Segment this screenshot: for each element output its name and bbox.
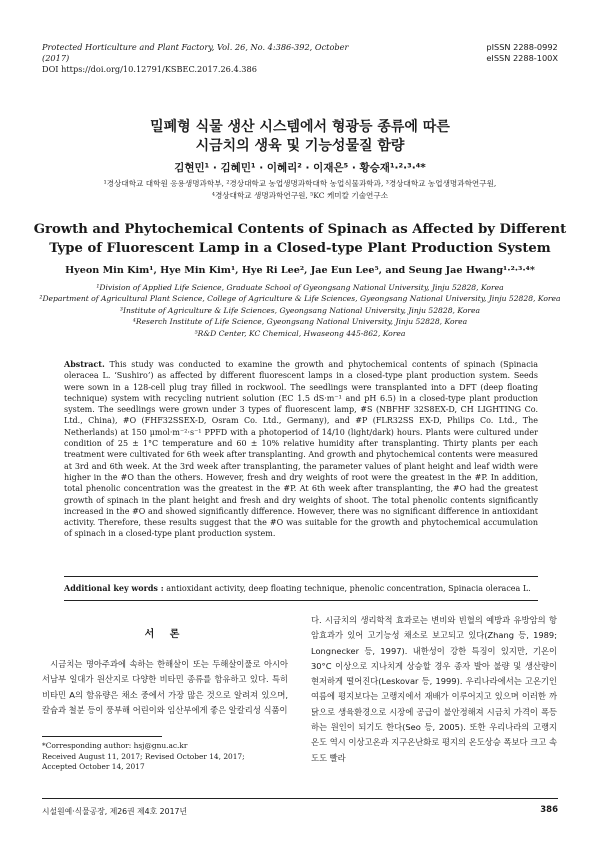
body-right-column: [311, 613, 557, 766]
received-dates: Received August 11, 2017; Revised October 14, 2017;: [42, 751, 245, 761]
english-authors: Hyeon Min Kim¹, Hye Min Kim¹, Hye Ri Lee², Jae Eun Lee⁵, and Seung Jae Hwang¹·²·³·⁴*: [65, 265, 535, 276]
affil-1: ¹Division of Applied Life Science, Graduate School of Gyeongsang National University, Jinju 52828, Korea: [96, 283, 504, 292]
keywords-divider: [64, 600, 538, 601]
eissn: eISSN 2288-100X: [486, 53, 558, 63]
keywords-text: antioxidant activity, deep floating technique, phenolic concentration, Spinacia oleracea L.: [166, 584, 531, 593]
korean-title: [0, 118, 600, 156]
journal-citation: Protected Horticulture and Plant Factory, Vol. 26, No. 4:386-392, October (2017): [42, 42, 349, 63]
korean-title-line2: 시금치의 생육 및 기능성물질 함량: [195, 138, 405, 154]
journal-header: [42, 42, 372, 75]
intro-paragraph-left: 시금치는 명아주과에 속하는 한해살이 또는 두해살이풀로 아시아 서남부 일대가 원산지로 다양한 비타민 종류를 함유하고 있다. 특히 비타민 A의 함유량은 채소 중에서 가장 많은 것으로 알려져 있으며, 칼슘과 철분 등이 풍부해 어린이와 임산부에게 좋은 알칼리성 식품이: [42, 659, 288, 715]
abstract-label: Abstract.: [64, 359, 105, 369]
keywords-label: Additional key words :: [64, 583, 164, 593]
affil-4: ⁴Reserch Institute of Life Science, Gyeongsang National University, Jinju 52828, Korea: [132, 317, 468, 327]
footnote: [42, 741, 288, 773]
affil-5: ⁵R&D Center, KC Chemical, Hwaseong 445-862, Korea: [194, 328, 406, 338]
body-left-column: [42, 657, 288, 718]
section-heading: 서 론: [144, 629, 186, 640]
abstract: [64, 359, 538, 540]
korean-affil-line1: ¹경상대학교 대학원 응용생명과학부, ²경상대학교 농업생명과학대학 농업식물과학과, ³경상대학교 농업생명과학연구원,: [103, 179, 497, 188]
accepted-date: Accepted October 14, 2017: [42, 762, 145, 771]
korean-authors: 김현민¹ · 김혜민¹ · 이혜리² · 이재은⁵ · 황승재¹·²·³·⁴*: [174, 162, 426, 174]
page-number: 386: [540, 805, 558, 815]
korean-affiliations: [0, 178, 600, 202]
affil-2: ²Department of Agricultural Plant Science, College of Agriculture & Life Sciences, Gyeongsang National University, Jinju 52828, Korea: [39, 294, 561, 304]
intro-paragraph-right: 다. 시금치의 생리학적 효과로는 변비와 빈혈의 예방과 유방암의 항암효과가 있어 고기능성 채소로 보고되고 있다(Zhang 등, 1989; Longnecker 등, 1997). 내한성이 강한 특징이 있지만, 기온이 30°C 이상으로 지나치게 상승할 경우 종자 발아 불량 및 생산량이 현저하게 떨어진다(Leskovar 등, 1999). 우리나라에서는 고온기인 여름에 평지보다는 고랭지에서 재배가 이루어지고 있으며 이러한 까닭으로 생육환경으로 시장에 공급이 불안정해져 시금치 가격이 폭등하는 원인이 되기도 한다(Seo 등, 2005). 또한 우리나라의 고랭지 온도 역시 이상고온과 지구온난화로 평지의 온도상승 폭보다 크고 속도도 빨라: [311, 615, 557, 763]
english-affiliations: [0, 282, 600, 339]
abstract-divider: [64, 576, 538, 577]
pissn: pISSN 2288-0992: [486, 42, 558, 52]
corresponding-author: *Corresponding author: hsj@gnu.ac.kr: [42, 741, 188, 750]
abstract-text: This study was conducted to examine the growth and phytochemical contents of spinach (Spinacia oleracea L. ‘Sushiro’) as affected by different fluorescent lamps in a closed-type plant production system. Seeds were sown in a 128-cell plug tray filled in rockwool. The seedlings were transplanted into a DFT (deep floating technique) system with recycling nutrient solution (EC 1.5 dS·m⁻¹ and pH 6.5) in a closed-type plant production system. The seedlings were grown under 3 types of fluorescent lamp, #S (NBFHF 32S8EX-D, CH LIGHTING Co. Ltd., China), #O (FHF32SSEX-D, Osram Co. Ltd., Germany), and #P (FLR32SS EX-D, Philips Co. Ltd., The Netherlands) at 150 μmol·m⁻²·s⁻¹ PPFD with a photoperiod of 14/10 (light/dark) hours. Plants were cultured under condition of 25 ± 1°C temperature and 60 ± 10% relative humidity after transplanting. Thirty plants per each treatment were cultivated for 6th week after transplanting. And growth and phytochemical contents were measured at 3rd and 6th week. At the 3rd week after transplanting, the parameter values of plant height and leaf width were higher in the #O than the others. However, fresh and dry weights of root were the greatest in the #P. In addition, total phenolic concentration was the greatest in the #P. At 6th week after transplanting, the #O had the greatest growth of spinach in the plant height and fresh and dry weights of shoot. The total phenolic contents significantly increased in the #O and showed significantly difference. However, there was no significant difference in antioxidant activity. Therefore, these results suggest that the #O was suitable for the growth and phytochemical accumulation of spinach in a closed-type plant production system.: [64, 360, 539, 539]
korean-title-line1: 밀폐형 식물 생산 시스템에서 형광등 종류에 따른: [150, 119, 450, 135]
english-title-line1: Growth and Phytochemical Contents of Spinach as Affected by Different: [33, 222, 567, 237]
english-title: [0, 220, 600, 258]
korean-affil-line2: ⁴경상대학교 생명과학연구원, ⁵KC 케미칼 기술연구소: [211, 191, 389, 200]
footer-journal: 시설원예·식물공장, 제26권 제4호 2017년: [42, 807, 188, 816]
english-title-line2: Type of Fluorescent Lamp in a Closed-type Plant Production System: [49, 241, 551, 256]
footnote-divider: [42, 736, 162, 737]
footer-divider: [42, 798, 558, 799]
keywords: [64, 583, 538, 594]
issn-block: [486, 42, 558, 64]
doi-line[interactable]: DOI https://doi.org/10.12791/KSBEC.2017.26.4.386: [42, 64, 257, 74]
affil-3: ³Institute of Agriculture & Life Sciences, Gyeongsang National University, Jinju 52828, Korea: [119, 305, 481, 315]
